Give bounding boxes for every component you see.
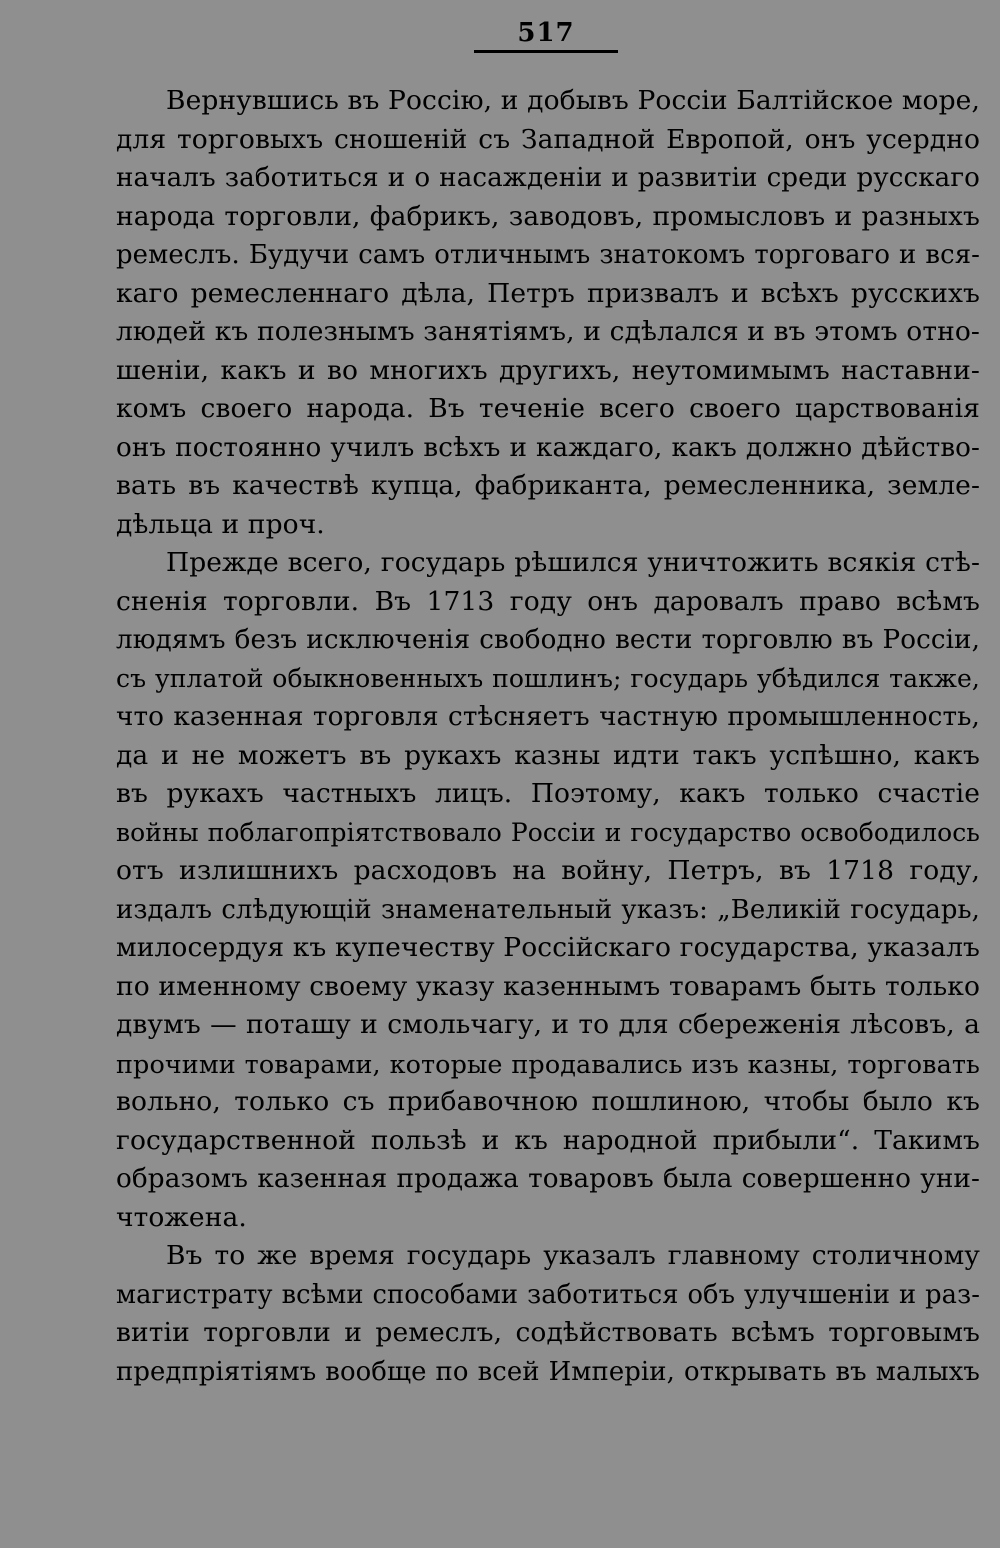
text-line: войны поблагопріятствовало Россіи и государство освободилось — [116, 817, 980, 847]
text-line: чтожена. — [116, 1201, 247, 1233]
text-line: предпріятіямъ вообще по всей Имперіи, открывать въ малыхъ — [116, 1356, 980, 1387]
text-line: началъ заботиться и о насажденіи и развитіи среди русскаго — [116, 163, 980, 193]
page-number: 517 — [517, 18, 575, 48]
text-line: отъ излишнихъ расходовъ на войну, Петръ, въ 1718 году, — [116, 855, 980, 886]
text-line: по именному своему указу казеннымъ товарамъ быть только — [116, 970, 980, 1002]
text-line: въ рукахъ частныхъ лицъ. Поэтому, какъ только счастіе — [116, 778, 980, 809]
text-line: для торговыхъ сношеній съ Западной Европой, онъ усердно — [116, 123, 980, 155]
text-line: магистрату всѣми способами заботиться объ улучшеніи и раз- — [116, 1279, 980, 1310]
text-line: ремеслъ. Будучи самъ отличнымъ знатокомъ торговаго и вся- — [116, 240, 980, 270]
text-line: прочими товарами, которые продавались изъ казны, торговать — [116, 1048, 980, 1079]
text-line: Въ то же время государь указалъ главному столичному — [166, 1240, 980, 1271]
text-line: людей къ полезнымъ занятіямъ, и сдѣлался и въ этомъ отно- — [116, 316, 980, 347]
paragraph-2 — [116, 544, 980, 1237]
text-line: комъ своего народа. Въ теченіе всего своего царствованія — [116, 393, 980, 424]
text-line: дѣльца и проч. — [116, 508, 325, 540]
text-line: съ уплатой обыкновенныхъ пошлинъ; государь убѣдился также, — [116, 663, 980, 693]
text-line: каго ремесленнаго дѣла, Петръ призвалъ и всѣхъ русскихъ — [116, 277, 980, 309]
text-line: народа торговли, фабрикъ, заводовъ, промысловъ и разныхъ — [116, 200, 980, 232]
page-number-rule — [474, 50, 618, 53]
text-line: вольно, только съ прибавочною пошлиною, чтобы было къ — [116, 1086, 980, 1117]
text-line: шеніи, какъ и во многихъ другихъ, неутомимымъ наставни- — [116, 354, 980, 386]
text-line: сненія торговли. Въ 1713 году онъ даровалъ право всѣмъ — [116, 585, 980, 617]
text-line: онъ постоянно училъ всѣхъ и каждаго, какъ должно дѣйство- — [116, 432, 980, 463]
text-line: витіи торговли и ремеслъ, содѣйствовать всѣмъ торговымъ — [116, 1317, 980, 1348]
body-text — [116, 82, 980, 1391]
text-line: людямъ безъ исключенія свободно вести торговлю въ Россіи, — [116, 625, 980, 655]
text-line: да и не можетъ въ рукахъ казны идти такъ успѣшно, какъ — [116, 739, 980, 771]
text-line: образомъ казенная продажа товаровъ была совершенно уни- — [116, 1164, 980, 1194]
text-line: Вернувшись въ Россію, и добывъ Россіи Балтійское море, — [166, 85, 980, 116]
text-line: государственной пользѣ и къ народной прибыли“. Такимъ — [116, 1124, 980, 1156]
text-line: вать въ качествѣ купца, фабриканта, ремесленника, земле- — [116, 470, 980, 501]
text-line: Прежде всего, государь рѣшился уничтожить всякія стѣ- — [166, 547, 980, 578]
paragraph-1 — [116, 82, 980, 544]
paragraph-3 — [116, 1237, 980, 1391]
text-line: двумъ — поташу и смольчагу, и то для сбереженія лѣсовъ, а — [116, 1009, 980, 1040]
text-line: что казенная торговля стѣсняетъ частную промышленность, — [116, 702, 980, 732]
text-line: издалъ слѣдующій знаменательный указъ: „Великій государь, — [116, 894, 980, 925]
text-line: милосердуя къ купечеству Россійскаго государства, указалъ — [116, 932, 980, 963]
